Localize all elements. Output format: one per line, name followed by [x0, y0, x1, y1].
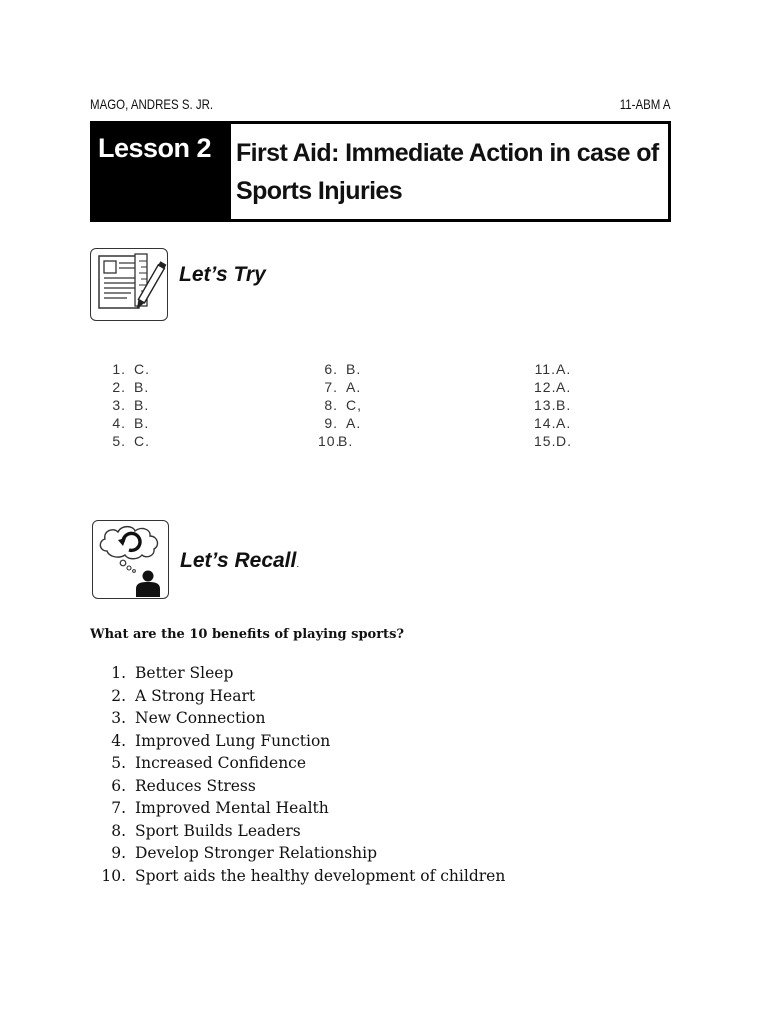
answer-item: 7. A. — [324, 379, 362, 395]
student-name: MAGO, ANDRES S. JR. — [90, 96, 214, 112]
list-item: 5. Increased Confidence — [111, 754, 307, 772]
answer-item: 10. B. — [318, 433, 354, 449]
answer-item: 12. A. — [534, 379, 572, 395]
lets-try-title: Let’s Try — [179, 263, 266, 286]
lesson-label: Lesson 2 — [98, 133, 212, 163]
list-item: 6. Reduces Stress — [111, 776, 256, 795]
list-item: 10. Sport aids the healthy development of children — [101, 866, 506, 885]
thinking-person-icon — [92, 520, 169, 599]
lets-recall-title: Let’s Recall. — [180, 549, 300, 572]
worksheet-pencil-icon — [90, 248, 168, 321]
answer-item: 15. D. — [534, 433, 572, 449]
answer-item: 11. A. — [534, 361, 572, 377]
benefits-list — [100, 662, 505, 887]
answer-item: 1. C. — [112, 361, 150, 377]
answer-column-2 — [318, 360, 362, 450]
lesson-label-box — [90, 121, 228, 222]
answer-item: 5. C. — [112, 433, 150, 449]
list-item: 4. Improved Lung Function — [111, 731, 331, 750]
document-header — [90, 96, 671, 112]
answer-item: 6. B. — [324, 361, 362, 377]
answer-item: 8. C, — [324, 397, 362, 413]
list-item: 8. Sport Builds Leaders — [111, 821, 301, 840]
answer-item: 2. B. — [112, 379, 150, 395]
answer-item: 14. A. — [534, 415, 572, 431]
class-section: 11-ABM A — [619, 96, 671, 112]
answer-column-1 — [108, 360, 150, 450]
recall-question: What are the 10 benefits of playing sports? — [90, 627, 404, 642]
answer-item: 4. B. — [112, 415, 150, 431]
lesson-title: First Aid: Immediate Action in case of Sports Injuries — [236, 139, 659, 205]
answer-item: 13. B. — [534, 397, 572, 413]
lesson-title-box — [228, 121, 671, 222]
answer-item: 9. A. — [324, 415, 362, 431]
list-item: 1. Better Sleep — [111, 664, 234, 682]
list-item: 7. Improved Mental Health — [111, 799, 329, 817]
list-item: 9. Develop Stronger Relationship — [111, 844, 378, 862]
answer-column-3 — [534, 360, 572, 450]
list-item: 2. A Strong Heart — [111, 686, 256, 705]
list-item: 3. New Connection — [111, 709, 266, 727]
answer-item: 3. B. — [112, 397, 150, 413]
